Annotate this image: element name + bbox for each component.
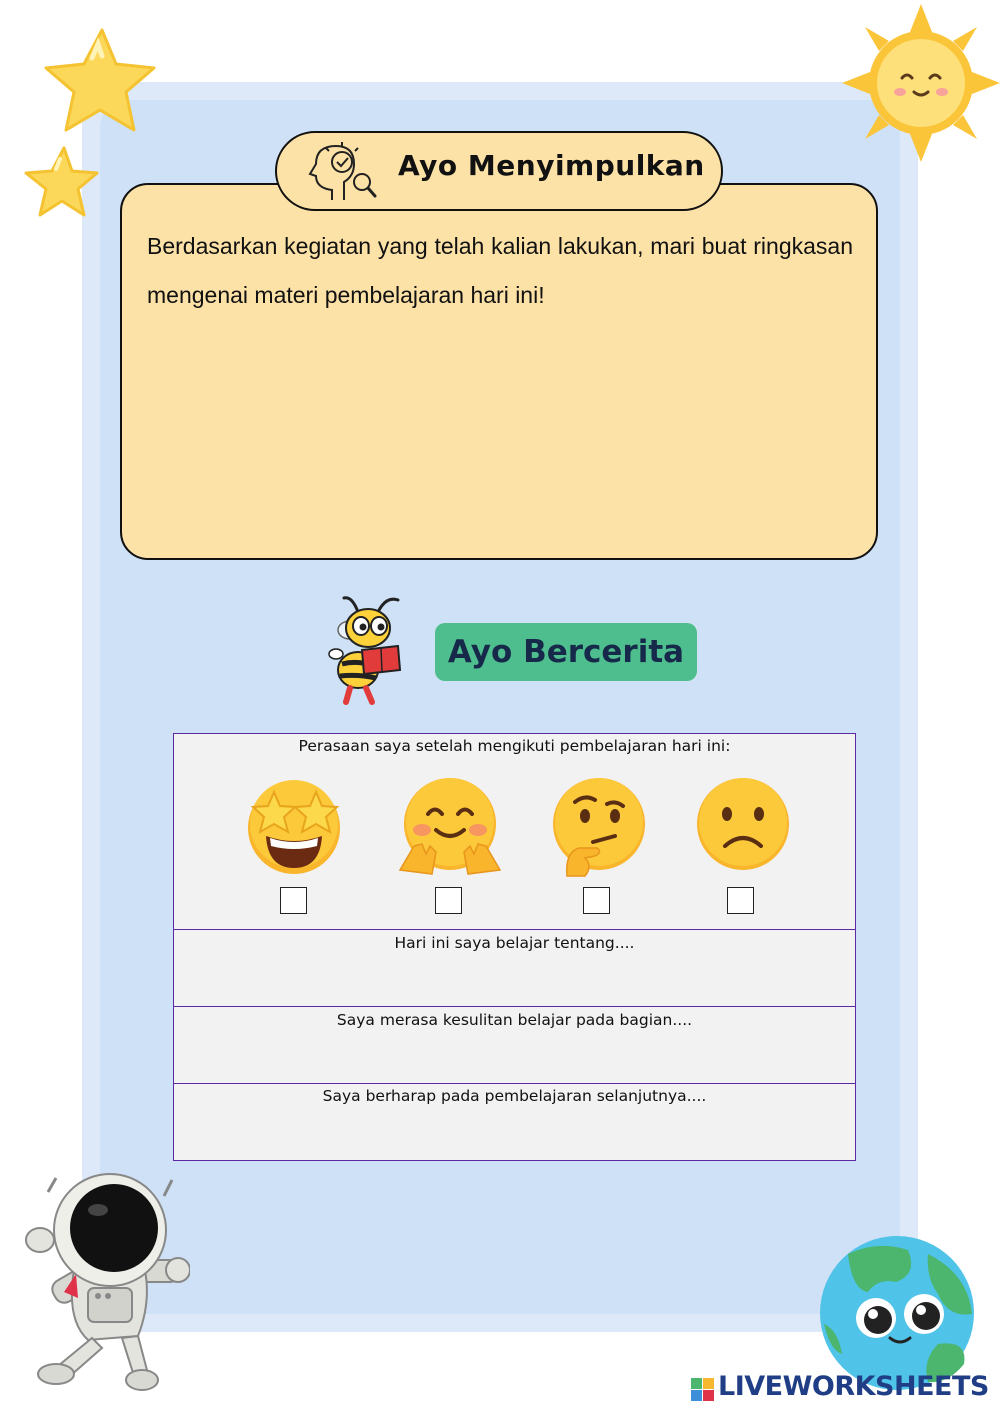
thinking-face-emoji-icon <box>545 774 653 882</box>
learned-prompt: Hari ini saya belajar tentang.... <box>394 934 635 952</box>
hope-prompt: Saya berharap pada pembelajaran selanjutnya.... <box>322 1087 707 1105</box>
summary-instruction: Berdasarkan kegiatan yang telah kalian lakukan, mari buat ringkasan mengenai materi pembelajaran hari ini! <box>147 233 853 308</box>
difficulty-prompt: Saya merasa kesulitan belajar pada bagian.... <box>336 1011 693 1029</box>
table-divider <box>173 1083 856 1084</box>
hugging-face-emoji-icon <box>396 774 504 882</box>
head-search-icon <box>302 138 378 206</box>
table-divider <box>173 1006 856 1007</box>
star-struck-emoji-icon <box>240 772 348 880</box>
small-star-icon <box>20 145 100 223</box>
table-divider <box>173 929 856 930</box>
feeling-checkbox-thinking[interactable] <box>583 887 610 914</box>
feeling-checkbox-hugging[interactable] <box>435 887 462 914</box>
summary-title: Ayo Menyimpulkan <box>398 149 705 182</box>
liveworksheets-logo-icon <box>691 1374 715 1406</box>
liveworksheets-logo-text: LIVEWORKSHEETS <box>718 1371 989 1402</box>
feeling-checkbox-frowning[interactable] <box>727 887 754 914</box>
star-icon <box>40 26 160 138</box>
sun-icon <box>842 4 1000 162</box>
frowning-face-emoji-icon <box>689 774 797 882</box>
story-title: Ayo Bercerita <box>447 634 685 670</box>
feeling-prompt: Perasaan saya setelah mengikuti pembelajaran hari ini: <box>298 737 731 755</box>
bee-reading-icon <box>328 594 408 708</box>
astronaut-icon <box>18 1170 190 1398</box>
feeling-checkbox-star-struck[interactable] <box>280 887 307 914</box>
earth-icon <box>818 1234 976 1392</box>
